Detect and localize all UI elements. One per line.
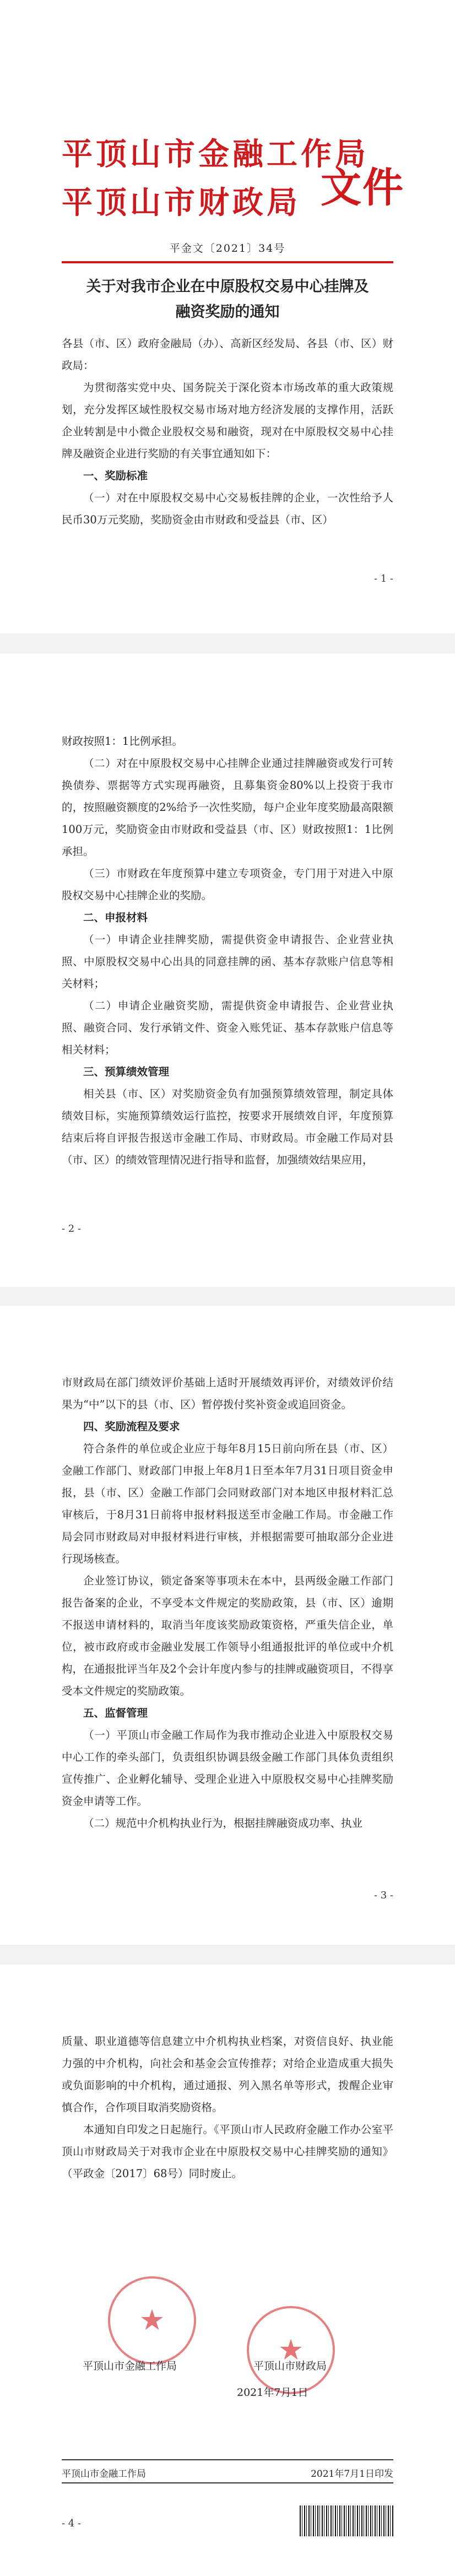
header-line-1: 平顶山市金融工作局	[62, 137, 369, 172]
page-number: - 4 -	[62, 2518, 82, 2529]
page-3-body	[62, 1372, 393, 1834]
paragraph: （一）平顶山市金融工作局作为我市推动企业进入中原股权交易中心工作的牵头部门，负责组织协调县级金融工作部门具体负责组织宣传推广、企业孵化辅导、受理企业进入中原股权交易中心挂牌奖励资金申请等工作。	[62, 1729, 393, 1807]
section-heading-5: 五、监督管理	[83, 1707, 148, 1719]
paragraph: 质量、职业道德等信息建立中介机构执业档案，对资信良好、执业能力强的中介机构，向社会和基金会宣传推荐；对给企业造成重大损失或负面影响的中介机构，通过通报、列入黑名单等形式，拨醒企业审慎合作，合作项目取消奖励资格。	[62, 2035, 393, 2114]
star-icon: ★	[139, 2304, 165, 2337]
official-seal-icon	[247, 2306, 335, 2394]
page-2	[0, 653, 455, 1287]
signer-finance-bureau: 平顶山市金融工作局	[83, 2360, 177, 2372]
red-separator-rule	[62, 261, 393, 263]
section-heading-4: 四、奖励流程及要求	[83, 1420, 180, 1433]
star-icon: ★	[278, 2334, 304, 2367]
paragraph: 财政按照1：1比例承担。	[62, 735, 183, 748]
official-seal-icon	[108, 2276, 196, 2364]
page-number: - 2 -	[62, 1223, 82, 1235]
page-2-body	[62, 730, 393, 1171]
paragraph: （三）市财政在年度预算中建立专项资金，专门用于对进入中原股权交易中心挂牌企业的奖励。	[62, 867, 393, 902]
footer-issuer: 平顶山市金融工作局	[62, 2469, 146, 2480]
paragraph: （一）对在中原股权交易中心交易板挂牌的企业，一次性给予人民币30万元奖励，奖励资金由市财政和受益县（市、区）	[62, 491, 393, 526]
paragraph: 符合条件的单位或企业应于每年8月15日前向所在县（市、区）金融工作部门、财政部门申报上年8月1日至本年7月31日项目资金申报，县（市、区）金融工作部门会同财政部门对本地区申报材料汇总审核后，于8月31日前将申报材料报送至市金融工作局。市金融工作局会同市财政局对申报材料进行审核，并根据需要可抽取部分企业进行现场核查。	[62, 1442, 393, 1565]
section-heading-1: 一、奖励标准	[83, 469, 148, 482]
paragraph: （一）申请企业挂牌奖励，需提供资金申请报告、企业营业执照、中原股权交易中心出具的同意挂牌的函、基本存款账户信息等相关材料；	[62, 933, 393, 990]
paragraph: 本通知自印发之日起施行。《平顶山市人民政府金融工作办公室平顶山市财政局关于对我市企业在中原股权交易中心挂牌奖励的通知》（平政金〔2017〕68号）同时废止。	[62, 2123, 393, 2180]
signing-date: 2021年7月1日	[237, 2386, 308, 2399]
footer-issue-date: 2021年7月1日印发	[311, 2469, 393, 2480]
footer-rule-top	[62, 2459, 393, 2460]
page-3	[0, 1306, 455, 1945]
paragraph: 市财政局在部门绩效评价基础上适时开展绩效再评价，对绩效评价结果为“中”以下的县（市、区）暂停拨付奖补资金或追回资金。	[62, 1376, 393, 1411]
wenjian-mark: 文件	[321, 164, 404, 212]
barcode-icon	[300, 2505, 393, 2536]
section-heading-2: 二、申报材料	[83, 911, 148, 924]
signature-block	[0, 2276, 455, 2398]
page-number: - 1 -	[373, 573, 393, 585]
page-number: - 3 -	[373, 1890, 393, 1901]
document-number: 平金文〔2021〕34号	[169, 242, 286, 255]
salutation: 各县（市、区）政府金融局（办）、高新区经发局、各县（市、区）财政局：	[62, 337, 393, 372]
header-line-2: 平顶山市财政局	[62, 185, 301, 221]
footer-rule-bottom	[62, 2482, 393, 2483]
paragraph: （二）申请企业融资奖励，需提供资金申请报告、企业营业执照、融资合同、发行承销文件、资金入账凭证、基本存款账户信息等相关材料；	[62, 999, 393, 1056]
signer-fiscal-bureau: 平顶山市财政局	[253, 2360, 327, 2372]
page-1-body	[62, 333, 393, 531]
section-heading-3: 三、预算绩效管理	[83, 1065, 170, 1078]
document-title: 关于对我市企业在中原股权交易中心挂牌及融资奖励的通知	[86, 278, 369, 321]
paragraph: （二）对在中原股权交易中心挂牌企业通过挂牌融资或发行可转换债券、票据等方式实现再融资，且募集资金80%以上投资于我市的，按照融资额度的2%给予一次性奖励，每户企业年度奖励最高限额100万元，奖励资金由市财政和受益县（市、区）财政按照1：1比例承担。	[62, 757, 393, 858]
paragraph: （二）规范中介机构执业行为，根据挂牌融资成功率、执业	[83, 1817, 363, 1830]
page-4	[0, 1965, 455, 2576]
page-1	[0, 0, 455, 634]
paragraph: 企业签订协议，锁定备案等事项未在本中，县两级金融工作部门报告备案的企业，不享受本文件规定的奖励政策，县（市、区）逾期不报送申请材料的，取消当年度该奖励政策资格，严重失信企业，单位，被市政府或市金融业发展工作领导小组通报批评的单位或中介机构，在通报批评当年及2个会计年度内参与的挂牌或融资项目，不得享受本文件规定的奖励政策。	[62, 1574, 393, 1697]
intro-paragraph: 为贯彻落实党中央、国务院关于深化资本市场改革的重大政策规划，充分发挥区域性股权交易市场对地方经济发展的支撑作用，活跃企业转割是中小微企业股权交易和融资，现对在中原股权交易中心挂牌及融资企业进行奖励的有关事宜通知如下：	[62, 381, 393, 460]
page-4-body	[62, 2031, 393, 2185]
paragraph: 相关县（市、区）对奖励资金负有加强预算绩效管理，制定具体绩效目标，实施预算绩效运行监控，按要求开展绩效自评，年度预算结束后将自评报告报送市金融工作局、市财政局。市金融工作局对县（市、区）的绩效管理情况进行指导和监督，加强绩效结果应用，	[62, 1087, 393, 1166]
